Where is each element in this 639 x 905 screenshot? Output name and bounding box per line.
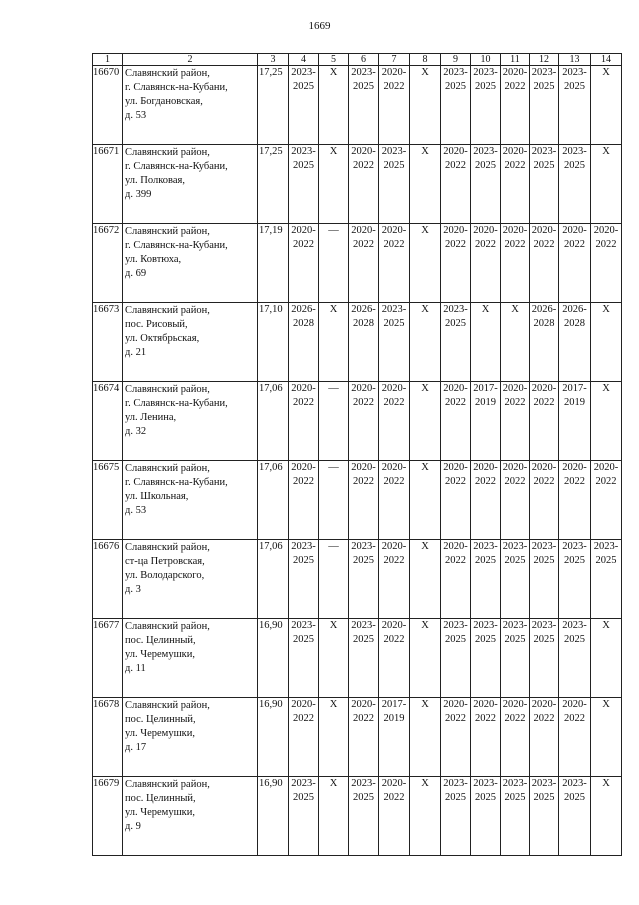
period-cell: 2023- 2025 <box>471 66 501 145</box>
period-cell: 2020- 2022 <box>530 224 559 303</box>
table-row <box>93 382 622 461</box>
period-cell: 2023- 2025 <box>289 619 319 698</box>
column-header: 11 <box>501 54 530 66</box>
period-cell: 2020- 2022 <box>441 224 471 303</box>
period-cell: 2020- 2022 <box>591 224 622 303</box>
period-cell: 2020- 2022 <box>441 698 471 777</box>
address-cell: Славянский район, пос. Целинный, ул. Черемушки, д. 9 <box>123 777 258 856</box>
period-cell: 2023- 2025 <box>471 540 501 619</box>
period-cell: 2020- 2022 <box>379 382 410 461</box>
period-cell: 2023- 2025 <box>530 540 559 619</box>
period-cell: 2023- 2025 <box>471 777 501 856</box>
period-cell: 2023- 2025 <box>501 619 530 698</box>
period-cell: 2023- 2025 <box>530 777 559 856</box>
area-cell: 17,10 <box>258 303 289 382</box>
period-cell: 2020- 2022 <box>379 540 410 619</box>
area-cell: 17,19 <box>258 224 289 303</box>
page-number: 1669 <box>308 20 331 32</box>
row-number: 16677 <box>93 619 123 698</box>
period-cell: X <box>319 145 349 224</box>
period-cell: 2017- 2019 <box>379 698 410 777</box>
address-cell: Славянский район, г. Славянск-на-Кубани, ул. Школьная, д. 53 <box>123 461 258 540</box>
period-cell: — <box>319 461 349 540</box>
period-cell: 2023- 2025 <box>441 66 471 145</box>
period-cell: X <box>319 777 349 856</box>
period-cell: 2020- 2022 <box>501 461 530 540</box>
column-header: 14 <box>591 54 622 66</box>
period-cell: X <box>410 540 441 619</box>
table-row <box>93 224 622 303</box>
period-cell: X <box>410 461 441 540</box>
area-cell: 17,25 <box>258 145 289 224</box>
area-cell: 17,25 <box>258 66 289 145</box>
period-cell: X <box>501 303 530 382</box>
period-cell: 2023- 2025 <box>379 145 410 224</box>
period-cell: 2023- 2025 <box>591 540 622 619</box>
period-cell: 2020- 2022 <box>349 698 379 777</box>
period-cell: — <box>319 382 349 461</box>
period-cell: 2020- 2022 <box>379 619 410 698</box>
table-body <box>93 66 622 856</box>
column-header: 5 <box>319 54 349 66</box>
period-cell: X <box>410 224 441 303</box>
column-header: 13 <box>559 54 591 66</box>
period-cell: 2020- 2022 <box>289 461 319 540</box>
area-cell: 17,06 <box>258 382 289 461</box>
period-cell: X <box>591 66 622 145</box>
period-cell: 2026- 2028 <box>530 303 559 382</box>
table-row <box>93 303 622 382</box>
table-row <box>93 540 622 619</box>
period-cell: X <box>319 66 349 145</box>
period-cell: 2020- 2022 <box>471 698 501 777</box>
period-cell: 2020- 2022 <box>501 145 530 224</box>
period-cell: X <box>319 303 349 382</box>
column-header: 10 <box>471 54 501 66</box>
address-cell: Славянский район, ст-ца Петровская, ул. Володарского, д. 3 <box>123 540 258 619</box>
period-cell: 2023- 2025 <box>501 777 530 856</box>
period-cell: 2020- 2022 <box>349 382 379 461</box>
period-cell: 2020- 2022 <box>289 382 319 461</box>
row-number: 16678 <box>93 698 123 777</box>
period-cell: 2020- 2022 <box>289 224 319 303</box>
period-cell: 2020- 2022 <box>289 698 319 777</box>
period-cell: 2020- 2022 <box>471 461 501 540</box>
period-cell: 2026- 2028 <box>559 303 591 382</box>
column-header: 9 <box>441 54 471 66</box>
period-cell: X <box>319 698 349 777</box>
period-cell: 2020- 2022 <box>501 698 530 777</box>
period-cell: 2020- 2022 <box>530 382 559 461</box>
area-cell: 16,90 <box>258 619 289 698</box>
period-cell: 2020- 2022 <box>559 224 591 303</box>
period-cell: 2020- 2022 <box>441 382 471 461</box>
period-cell: 2023- 2025 <box>530 145 559 224</box>
table-row <box>93 619 622 698</box>
period-cell: X <box>591 303 622 382</box>
housing-repair-table <box>92 53 622 856</box>
period-cell: X <box>591 382 622 461</box>
column-header: 7 <box>379 54 410 66</box>
table-row <box>93 66 622 145</box>
period-cell: 2023- 2025 <box>379 303 410 382</box>
period-cell: 2023- 2025 <box>559 145 591 224</box>
period-cell: 2026- 2028 <box>289 303 319 382</box>
column-header: 6 <box>349 54 379 66</box>
period-cell: X <box>410 145 441 224</box>
period-cell: 2020- 2022 <box>471 224 501 303</box>
row-number: 16674 <box>93 382 123 461</box>
period-cell: 2020- 2022 <box>349 145 379 224</box>
period-cell: 2023- 2025 <box>530 619 559 698</box>
address-cell: Славянский район, пос. Целинный, ул. Черемушки, д. 17 <box>123 698 258 777</box>
period-cell: 2023- 2025 <box>289 66 319 145</box>
period-cell: 2020- 2022 <box>501 66 530 145</box>
period-cell: 2023- 2025 <box>289 145 319 224</box>
period-cell: 2023- 2025 <box>501 540 530 619</box>
period-cell: 2020- 2022 <box>441 540 471 619</box>
column-header: 3 <box>258 54 289 66</box>
column-header: 8 <box>410 54 441 66</box>
period-cell: 2023- 2025 <box>441 777 471 856</box>
address-cell: Славянский район, г. Славянск-на-Кубани, ул. Ковтюха, д. 69 <box>123 224 258 303</box>
area-cell: 17,06 <box>258 461 289 540</box>
column-header: 12 <box>530 54 559 66</box>
period-cell: X <box>591 619 622 698</box>
address-cell: Славянский район, пос. Целинный, ул. Черемушки, д. 11 <box>123 619 258 698</box>
column-header: 1 <box>93 54 123 66</box>
row-number: 16679 <box>93 777 123 856</box>
period-cell: — <box>319 224 349 303</box>
header-row <box>93 54 622 66</box>
period-cell: 2017- 2019 <box>559 382 591 461</box>
period-cell: 2023- 2025 <box>559 540 591 619</box>
period-cell: X <box>319 619 349 698</box>
address-cell: Славянский район, г. Славянск-на-Кубани, ул. Полковая, д. 399 <box>123 145 258 224</box>
row-number: 16675 <box>93 461 123 540</box>
period-cell: 2020- 2022 <box>379 777 410 856</box>
area-cell: 16,90 <box>258 777 289 856</box>
period-cell: X <box>591 145 622 224</box>
period-cell: 2023- 2025 <box>559 619 591 698</box>
period-cell: 2023- 2025 <box>289 777 319 856</box>
period-cell: 2023- 2025 <box>349 66 379 145</box>
column-header: 2 <box>123 54 258 66</box>
period-cell: 2020- 2022 <box>379 66 410 145</box>
row-number: 16676 <box>93 540 123 619</box>
period-cell: 2020- 2022 <box>441 461 471 540</box>
row-number: 16673 <box>93 303 123 382</box>
period-cell: 2020- 2022 <box>379 461 410 540</box>
period-cell: X <box>471 303 501 382</box>
period-cell: 2023- 2025 <box>349 777 379 856</box>
period-cell: X <box>410 698 441 777</box>
period-cell: — <box>319 540 349 619</box>
period-cell: 2026- 2028 <box>349 303 379 382</box>
period-cell: 2020- 2022 <box>379 224 410 303</box>
period-cell: 2020- 2022 <box>501 224 530 303</box>
address-cell: Славянский район, пос. Рисовый, ул. Октябрьская, д. 21 <box>123 303 258 382</box>
row-number: 16670 <box>93 66 123 145</box>
column-header: 4 <box>289 54 319 66</box>
row-number: 16672 <box>93 224 123 303</box>
period-cell: 2020- 2022 <box>530 698 559 777</box>
period-cell: 2023- 2025 <box>349 540 379 619</box>
period-cell: 2023- 2025 <box>559 66 591 145</box>
period-cell: 2020- 2022 <box>591 461 622 540</box>
period-cell: 2023- 2025 <box>289 540 319 619</box>
period-cell: 2017- 2019 <box>471 382 501 461</box>
period-cell: 2023- 2025 <box>349 619 379 698</box>
address-cell: Славянский район, г. Славянск-на-Кубани, ул. Богдановская, д. 53 <box>123 66 258 145</box>
period-cell: 2020- 2022 <box>559 461 591 540</box>
table-row <box>93 777 622 856</box>
period-cell: X <box>591 777 622 856</box>
period-cell: X <box>591 698 622 777</box>
row-number: 16671 <box>93 145 123 224</box>
period-cell: 2023- 2025 <box>559 777 591 856</box>
period-cell: X <box>410 303 441 382</box>
period-cell: 2020- 2022 <box>501 382 530 461</box>
table-row <box>93 698 622 777</box>
table-row <box>93 461 622 540</box>
period-cell: X <box>410 66 441 145</box>
period-cell: 2023- 2025 <box>441 619 471 698</box>
period-cell: 2023- 2025 <box>441 303 471 382</box>
table-row <box>93 145 622 224</box>
period-cell: X <box>410 777 441 856</box>
period-cell: 2020- 2022 <box>530 461 559 540</box>
period-cell: 2023- 2025 <box>471 145 501 224</box>
area-cell: 17,06 <box>258 540 289 619</box>
address-cell: Славянский район, г. Славянск-на-Кубани, ул. Ленина, д. 32 <box>123 382 258 461</box>
period-cell: 2023- 2025 <box>471 619 501 698</box>
period-cell: 2020- 2022 <box>349 224 379 303</box>
period-cell: 2020- 2022 <box>559 698 591 777</box>
period-cell: X <box>410 382 441 461</box>
period-cell: X <box>410 619 441 698</box>
area-cell: 16,90 <box>258 698 289 777</box>
period-cell: 2023- 2025 <box>530 66 559 145</box>
period-cell: 2020- 2022 <box>441 145 471 224</box>
period-cell: 2020- 2022 <box>349 461 379 540</box>
